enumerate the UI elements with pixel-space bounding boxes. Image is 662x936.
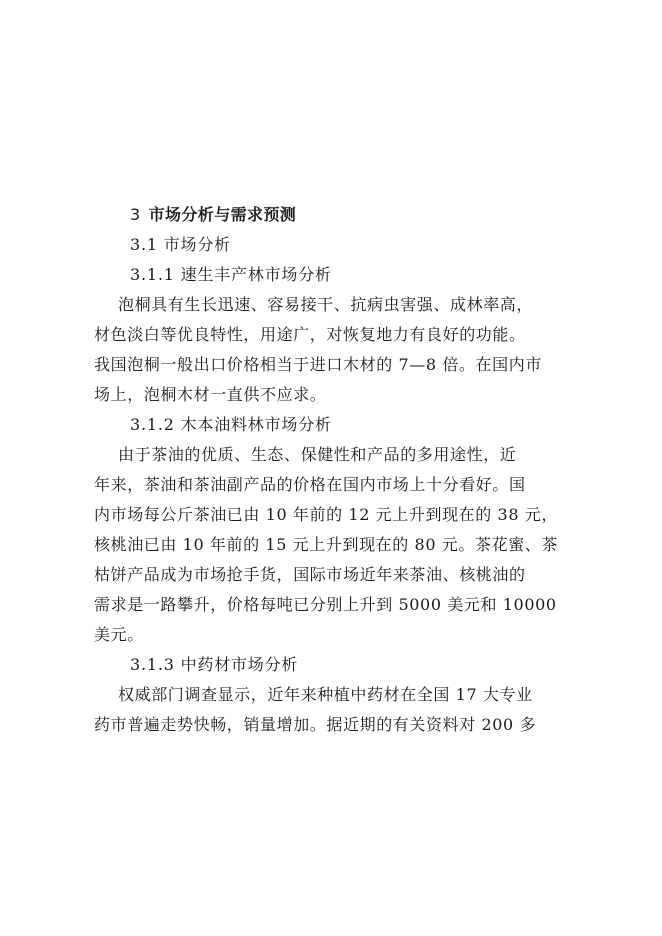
subsection-heading: 3.1 市场分析 bbox=[130, 235, 231, 254]
paragraph-line: 需求是一路攀升，价格每吨已分别上升到 5000 美元和 10000 bbox=[94, 595, 557, 614]
paragraph-line: 核桃油已由 10 年前的 15 元上升到现在的 80 元。茶花蜜、茶 bbox=[94, 535, 558, 554]
paragraph-line: 泡桐具有生长迅速、容易接干、抗病虫害强、成林率高， bbox=[118, 295, 534, 314]
paragraph-line: 我国泡桐一般出口价格相当于进口木材的 7—8 倍。在国内市 bbox=[94, 355, 542, 374]
topic-heading-oil-forest: 3.1.2 木本油料林市场分析 bbox=[130, 415, 332, 434]
topic-heading-medicinal-herbs: 3.1.3 中药材市场分析 bbox=[130, 655, 299, 674]
topic-heading-fast-growing-forest: 3.1.1 速生丰产林市场分析 bbox=[130, 265, 332, 284]
paragraph-line: 由于茶油的优质、生态、保健性和产品的多用途性，近 bbox=[118, 445, 517, 464]
paragraph-line: 药市普遍走势快畅，销量增加。据近期的有关资料对 200 多 bbox=[94, 715, 537, 734]
paragraph-line: 内市场每公斤茶油已由 10 年前的 12 元上升到现在的 38 元， bbox=[94, 505, 558, 524]
paragraph-line: 枯饼产品成为市场抢手货，国际市场近年来茶油、核桃油的 bbox=[94, 565, 526, 584]
paragraph-line: 美元。 bbox=[94, 625, 144, 644]
paragraph-line: 年来，茶油和茶油副产品的价格在国内市场上十分看好。国 bbox=[94, 475, 526, 494]
section-number: 3 bbox=[130, 205, 141, 224]
section-heading bbox=[94, 200, 572, 230]
section-title: 市场分析与需求预测 bbox=[148, 205, 297, 224]
paragraph-line: 场上，泡桐木材一直供不应求。 bbox=[94, 385, 327, 404]
paragraph-line: 材色淡白等优良特性，用途广，对恢复地力有良好的功能。 bbox=[94, 325, 526, 344]
document-page bbox=[94, 200, 572, 740]
paragraph-line: 权威部门调查显示，近年来种植中药材在全国 17 大专业 bbox=[118, 685, 533, 704]
